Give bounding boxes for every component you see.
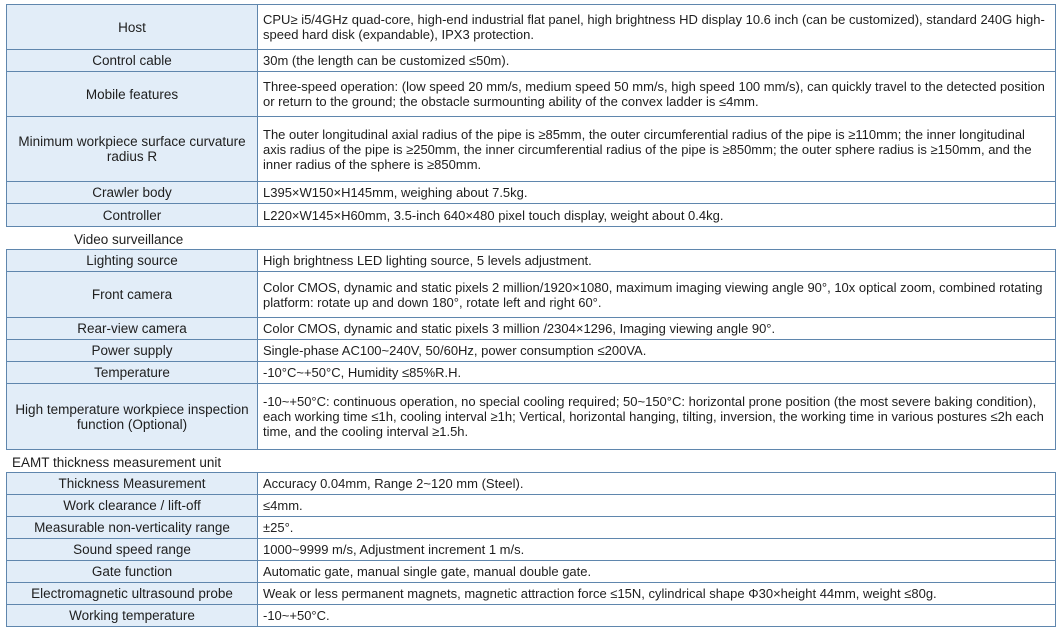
table-row — [7, 50, 1056, 72]
row-label: High temperature workpiece inspection function (Optional) — [7, 384, 258, 450]
row-value: -10~+50°C. — [258, 605, 1056, 627]
table-row — [7, 5, 1056, 50]
table-row — [7, 204, 1056, 227]
spec-table-eamt — [6, 472, 1056, 627]
row-label: Temperature — [7, 362, 258, 384]
row-label: Rear-view camera — [7, 318, 258, 340]
row-label: Minimum workpiece surface curvature radius R — [7, 117, 258, 182]
row-label: Gate function — [7, 561, 258, 583]
row-label: Controller — [7, 204, 258, 227]
row-value: Automatic gate, manual single gate, manual double gate. — [258, 561, 1056, 583]
table-row — [7, 272, 1056, 318]
table-row — [7, 539, 1056, 561]
table-row — [7, 362, 1056, 384]
row-value: L395×W150×H145mm, weighing about 7.5kg. — [258, 182, 1056, 204]
row-value: Accuracy 0.04mm, Range 2~120 mm (Steel). — [258, 473, 1056, 495]
row-value: Three-speed operation: (low speed 20 mm/s, medium speed 50 mm/s, high speed 100 mm/s), can quickly travel to the detected position or return to the ground; the obstacle surmounting ability of the convex ladder is ≤4mm. — [258, 72, 1056, 117]
table-row — [7, 318, 1056, 340]
row-label: Electromagnetic ultrasound probe — [7, 583, 258, 605]
table-row — [7, 340, 1056, 362]
row-value: -10°C~+50°C, Humidity ≤85%R.H. — [258, 362, 1056, 384]
row-label: Thickness Measurement — [7, 473, 258, 495]
row-label: Sound speed range — [7, 539, 258, 561]
row-value: -10~+50°C: continuous operation, no special cooling required; 50~150°C: horizontal prone position (the most severe baking condition), each working time ≤1h, cooling interval ≥1h; Vertical, horizontal hanging, tilting, inversion, the working time in various postures ≤2h each time, and the cooling interval ≥1.5h. — [258, 384, 1056, 450]
row-label: Power supply — [7, 340, 258, 362]
section-title-eamt-unit: EAMT thickness measurement unit — [12, 455, 222, 470]
row-value: Color CMOS, dynamic and static pixels 2 million/1920×1080, maximum imaging viewing angle 90°, 10x optical zoom, combined rotating platform: rotate up and down 180°, rotate left and right 60°. — [258, 272, 1056, 318]
row-value: High brightness LED lighting source, 5 levels adjustment. — [258, 250, 1056, 272]
row-value: 30m (the length can be customized ≤50m). — [258, 50, 1056, 72]
table-row — [7, 384, 1056, 450]
row-value: Color CMOS, dynamic and static pixels 3 million /2304×1296, Imaging viewing angle 90°. — [258, 318, 1056, 340]
row-value: ≤4mm. — [258, 495, 1056, 517]
row-value: The outer longitudinal axial radius of the pipe is ≥85mm, the outer circumferential radius of the pipe is ≥110mm; the inner longitudinal axis radius of the pipe is ≥250mm, the inner circumferential radius of the pipe is ≥850mm; the outer sphere radius is ≥150mm, and the inner radius of the sphere is ≥850mm. — [258, 117, 1056, 182]
row-value: L220×W145×H60mm, 3.5-inch 640×480 pixel touch display, weight about 0.4kg. — [258, 204, 1056, 227]
table-row — [7, 583, 1056, 605]
table-row — [7, 495, 1056, 517]
row-label: Control cable — [7, 50, 258, 72]
row-label: Mobile features — [7, 72, 258, 117]
table-row — [7, 72, 1056, 117]
table-row — [7, 561, 1056, 583]
table-row — [7, 605, 1056, 627]
table-row — [7, 182, 1056, 204]
row-label: Front camera — [7, 272, 258, 318]
table-row — [7, 473, 1056, 495]
spec-table-general — [6, 4, 1056, 227]
row-label: Working temperature — [7, 605, 258, 627]
table-row — [7, 517, 1056, 539]
row-value: CPU≥ i5/4GHz quad-core, high-end industrial flat panel, high brightness HD display 10.6 inch (can be customized), standard 240G high-speed hard disk (expandable), IPX3 protection. — [258, 5, 1056, 50]
row-label: Measurable non-verticality range — [7, 517, 258, 539]
row-label: Lighting source — [7, 250, 258, 272]
row-label: Crawler body — [7, 182, 258, 204]
table-row — [7, 250, 1056, 272]
row-value: 1000~9999 m/s, Adjustment increment 1 m/s. — [258, 539, 1056, 561]
row-value: ±25°. — [258, 517, 1056, 539]
section-title-video-surveillance: Video surveillance — [74, 232, 184, 247]
row-label: Host — [7, 5, 258, 50]
row-value: Weak or less permanent magnets, magnetic attraction force ≤15N, cylindrical shape Φ30×height 44mm, weight ≤80g. — [258, 583, 1056, 605]
row-value: Single-phase AC100~240V, 50/60Hz, power consumption ≤200VA. — [258, 340, 1056, 362]
table-row — [7, 117, 1056, 182]
spec-table-video — [6, 249, 1056, 450]
row-label: Work clearance / lift-off — [7, 495, 258, 517]
